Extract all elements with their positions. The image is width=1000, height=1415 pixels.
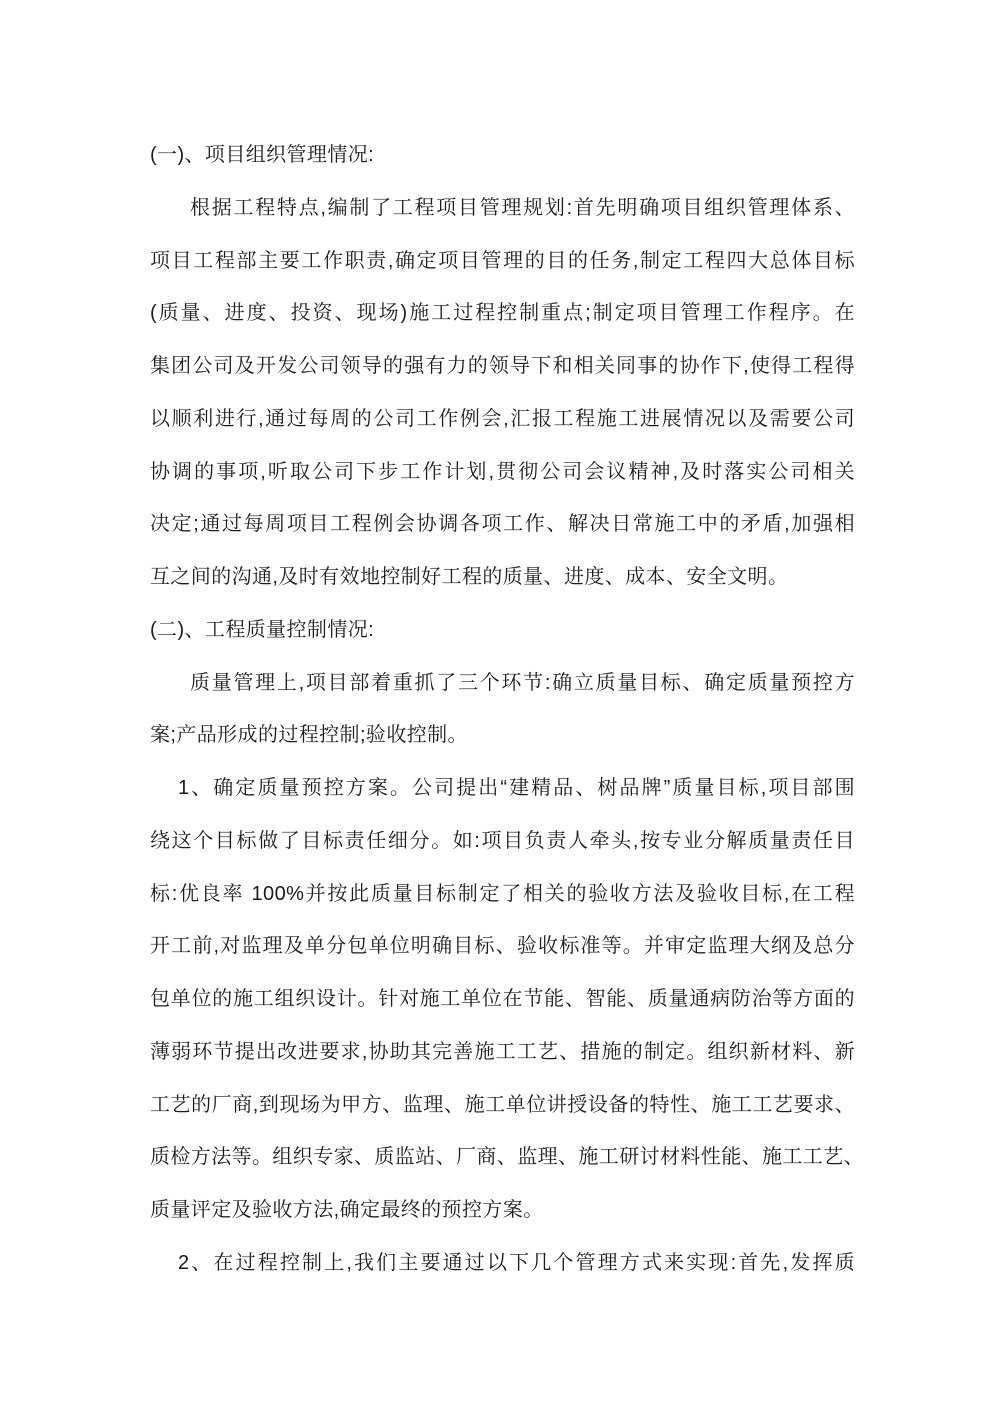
section-heading-paragraph <box>150 604 855 657</box>
section-heading: (二)、工程质量控制情况: <box>150 618 375 641</box>
text-line: (质量、进度、投资、现场)施工过程控制重点;制定项目管理工作程序。在 <box>150 302 855 325</box>
text-paragraph <box>150 1237 855 1290</box>
text-paragraph <box>150 762 864 1237</box>
text-line: 互之间的沟通,及时有效地控制好工程的质量、进度、成本、安全文明。 <box>150 566 789 588</box>
text-line: 集团公司及开发公司领导的强有力的领导下和相关同事的协作下,使得工程得 <box>150 355 855 377</box>
text-line: 协调的事项,听取公司下步工作计划,贯彻公司会议精神,及时落实公司相关 <box>150 460 855 483</box>
text-line: 质检方法等。组织专家、质监站、厂商、监理、施工研讨材料性能、施工工艺、 <box>150 1146 864 1169</box>
text-line: 质量评定及验收方法,确定最终的预控方案。 <box>150 1199 544 1221</box>
document-body <box>150 129 864 1290</box>
text-line: 绕这个目标做了目标责任细分。如:项目负责人牵头,按专业分解质量责任目 <box>150 829 855 852</box>
text-line: 决定;通过每周项目工程例会协调各项工作、解决日常施工中的矛盾,加强相 <box>150 513 855 536</box>
text-line: 2、在过程控制上,我们主要通过以下几个管理方式来实现:首先,发挥质 <box>178 1251 855 1274</box>
text-line: 以顺利进行,通过每周的公司工作例会,汇报工程施工进展情况以及需要公司 <box>150 407 855 430</box>
text-line: 项目工程部主要工作职责,确定项目管理的目的任务,制定工程四大总体目标 <box>150 249 855 272</box>
text-paragraph <box>150 657 855 763</box>
section-heading-paragraph <box>150 129 855 182</box>
text-line: 质量管理上,项目部着重抓了三个环节:确立质量目标、确定质量预控方 <box>190 671 855 694</box>
text-paragraph <box>150 182 855 604</box>
text-line: 根据工程特点,编制了工程项目管理规划:首先明确项目组织管理体系、 <box>190 196 855 219</box>
text-line: 工艺的厂商,到现场为甲方、监理、施工单位讲授设备的特性、施工工艺要求、 <box>150 1093 855 1116</box>
text-line: 开工前,对监理及单分包单位明确目标、验收标准等。并审定监理大纲及总分 <box>150 935 855 958</box>
text-line: 标:优良率 100%并按此质量目标制定了相关的验收方法及验收目标,在工程 <box>150 882 855 905</box>
text-line: 1、确定质量预控方案。公司提出“建精品、树品牌”质量目标,项目部围 <box>178 777 855 799</box>
text-line: 薄弱环节提出改进要求,协助其完善施工工艺、措施的制定。组织新材料、新 <box>150 1040 855 1063</box>
text-line: 包单位的施工组织设计。针对施工单位在节能、智能、质量通病防治等方面的 <box>150 988 855 1010</box>
text-line: 案;产品形成的过程控制;验收控制。 <box>150 724 468 747</box>
section-heading: (一)、项目组织管理情况: <box>150 144 375 166</box>
